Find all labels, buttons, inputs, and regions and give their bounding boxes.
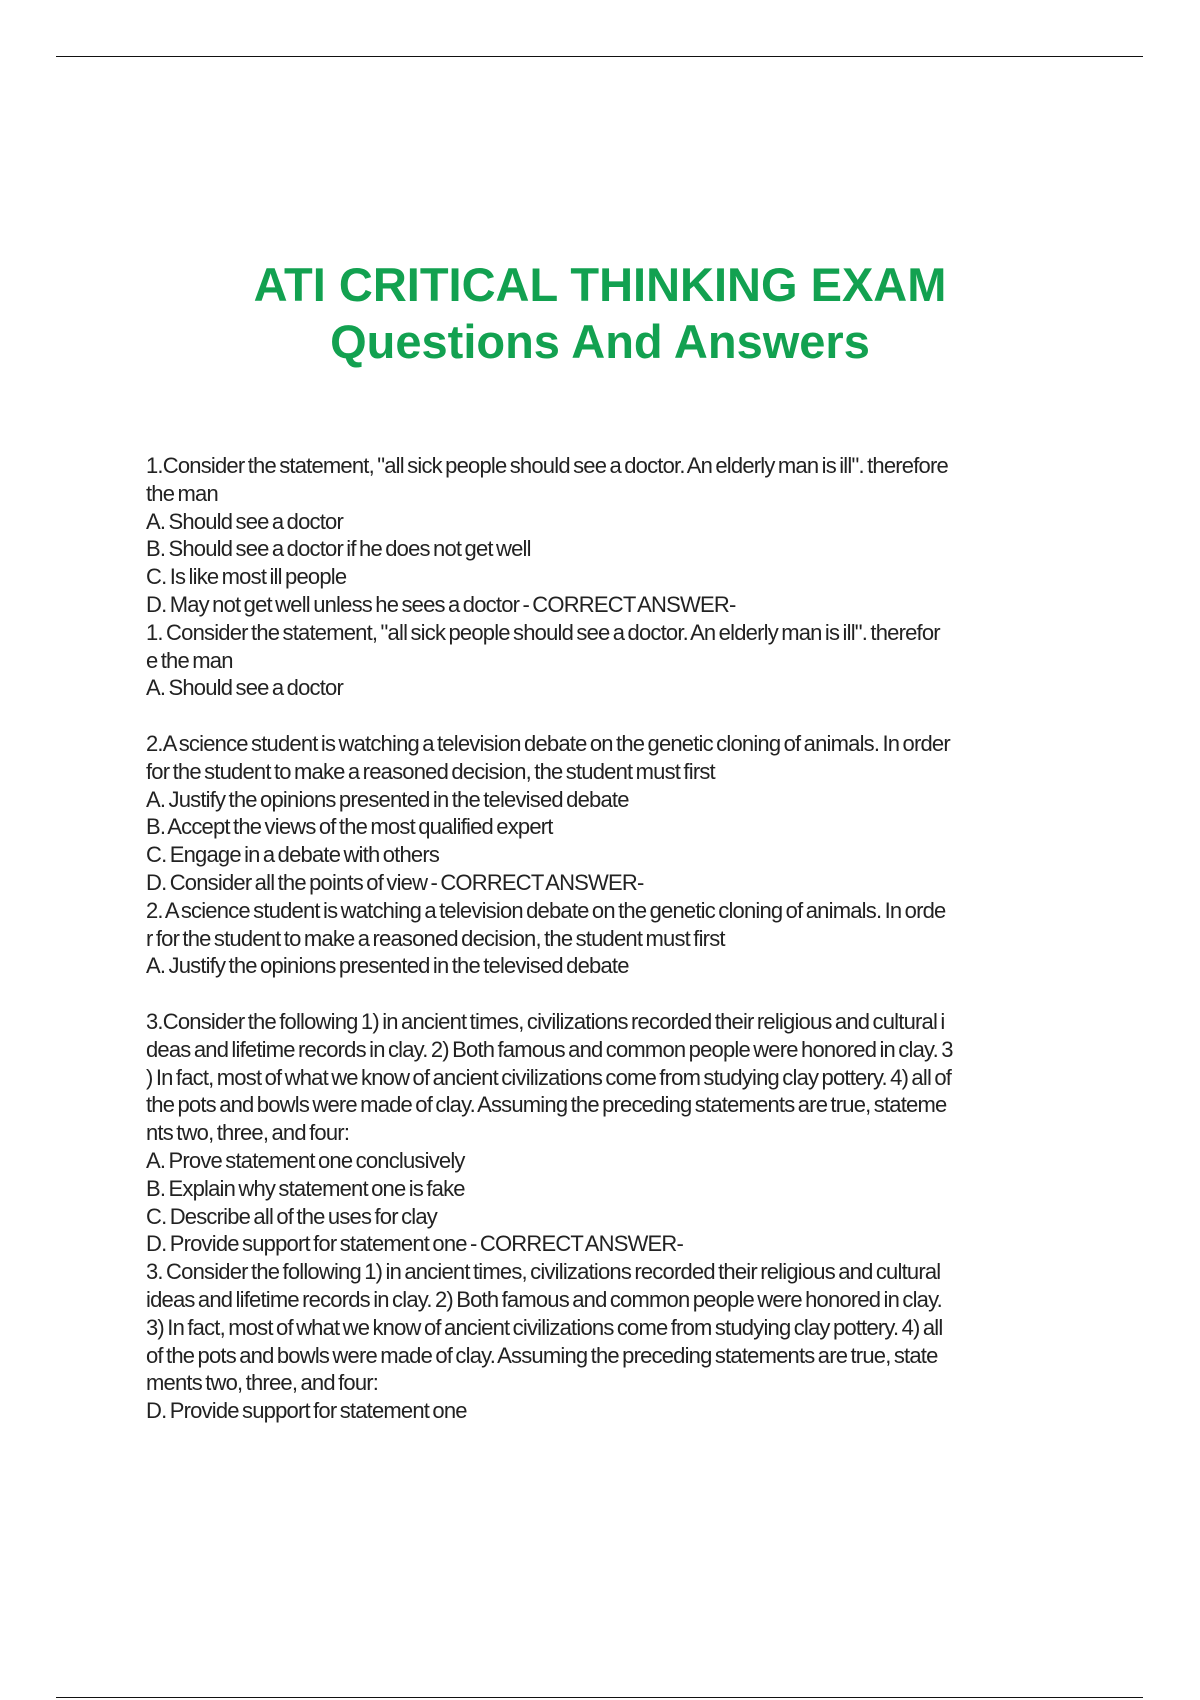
question-block-1 [146,452,1096,702]
question-1-option: C. Is like most ill people [146,564,347,590]
question-1-option: B. Should see a doctor if he does not get well [146,536,531,562]
question-1-answer-line: e the man [146,647,233,673]
question-3-answer-line: ments two, three, and four: [146,1370,379,1396]
title-line-2: Questions And Answers [330,315,870,368]
question-3-line: ) In fact, most of what we know of ancient civilizations come from studying clay pottery. 4) all of [146,1064,952,1090]
question-3-answer-line: 3. Consider the following 1) in ancient times, civilizations recorded their religious and cultural [146,1259,941,1285]
question-2-option: A. Justify the opinions presented in the televised debate [146,786,629,812]
question-3-answer-line: D. Provide support for statement one [146,1398,467,1424]
question-2-line: 2.A science student is watching a television debate on the genetic cloning of animals. In order [146,730,950,756]
question-2-line: for the student to make a reasoned decision, the student must first [146,758,715,784]
paragraph-gap [146,702,1096,730]
top-rule [56,56,1143,57]
question-3-answer-line: of the pots and bowls were made of clay. Assuming the preceding statements are true, state [146,1342,938,1368]
question-3-answer-line: 3) In fact, most of what we know of ancient civilizations come from studying clay pottery. 4) all [146,1314,943,1340]
question-2-answer-line: r for the student to make a reasoned decision, the student must first [146,925,725,951]
title-line-1: ATI CRITICAL THINKING EXAM [253,258,947,311]
question-3-answer-line: ideas and lifetime records in clay. 2) Both famous and common people were honored in clay. [146,1286,942,1312]
question-1-option: A. Should see a doctor [146,508,343,534]
bottom-rule [56,1697,1143,1698]
question-3-option: D. Provide support for statement one - CORRECT ANSWER- [146,1231,684,1257]
paragraph-gap [146,980,1096,1008]
question-1-answer-line: 1. Consider the statement, "all sick people should see a doctor. An elderly man is ill". therefor [146,619,940,645]
question-1-answer-line: A. Should see a doctor [146,675,343,701]
question-3-line: nts two, three, and four: [146,1120,350,1146]
question-2-answer-line: 2. A science student is watching a television debate on the genetic cloning of animals. In orde [146,897,946,923]
question-block-3 [146,1008,1096,1425]
question-2-option: C. Engage in a debate with others [146,842,440,868]
question-1-line: the man [146,480,218,506]
question-3-option: A. Prove statement one conclusively [146,1147,465,1173]
question-2-option: B. Accept the views of the most qualified expert [146,814,553,840]
question-block-2 [146,730,1096,980]
question-3-line: the pots and bowls were made of clay. Assuming the preceding statements are true, stateme [146,1092,947,1118]
question-2-option: D. Consider all the points of view - CORRECT ANSWER- [146,869,644,895]
question-3-line: 3.Consider the following 1) in ancient times, civilizations recorded their religious and cultural i [146,1008,945,1034]
question-3-option: C. Describe all of the uses for clay [146,1203,438,1229]
question-3-option: B. Explain why statement one is fake [146,1175,465,1201]
question-1-line: 1.Consider the statement, "all sick people should see a doctor. An elderly man is ill". therefore [146,453,948,478]
question-2-answer-line: A. Justify the opinions presented in the televised debate [146,953,629,979]
question-3-line: deas and lifetime records in clay. 2) Both famous and common people were honored in clay. 3 [146,1036,953,1062]
question-1-option: D. May not get well unless he sees a doctor - CORRECT ANSWER- [146,591,736,617]
document-title [0,256,1200,370]
questions-body [146,452,1096,1425]
